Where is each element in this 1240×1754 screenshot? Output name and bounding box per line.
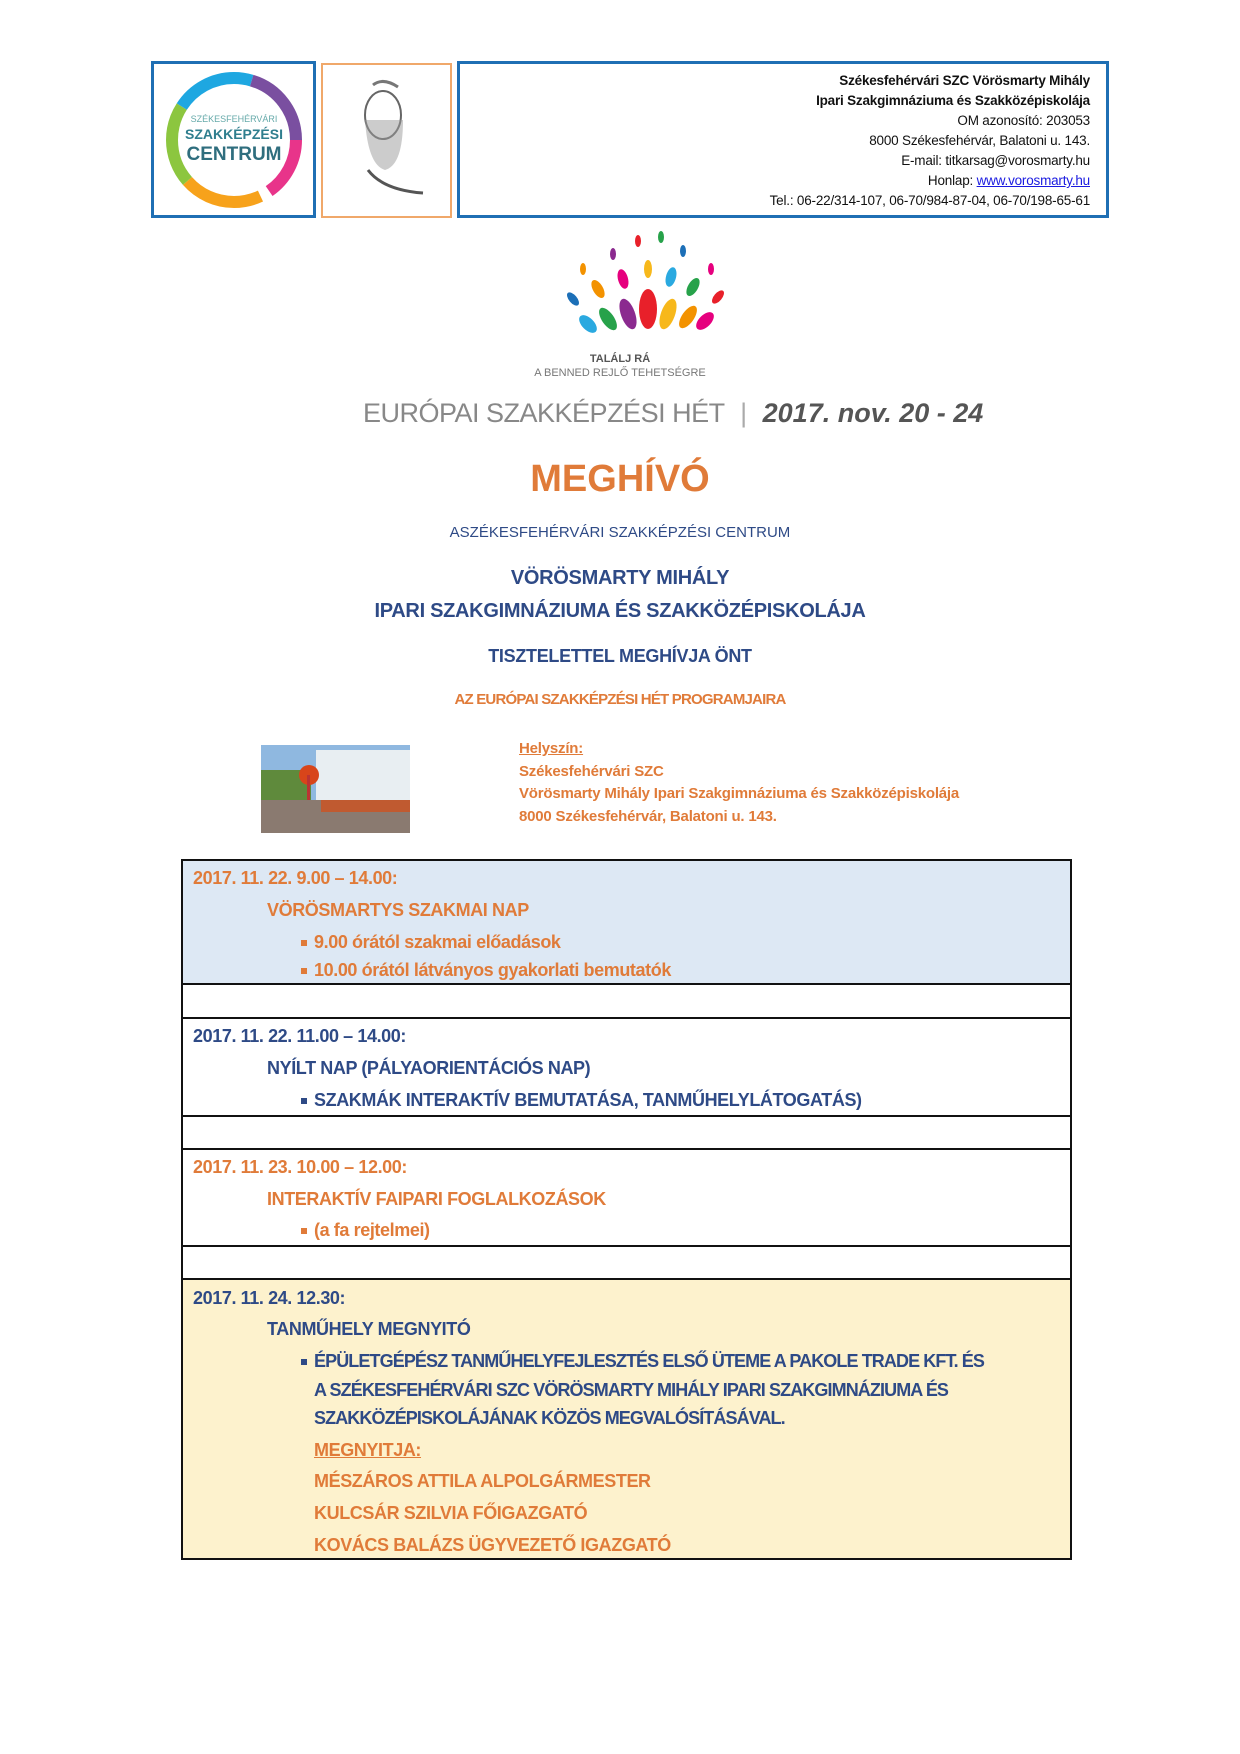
- svg-text:SZÉKESFEHÉRVÁRI: SZÉKESFEHÉRVÁRI: [190, 114, 278, 124]
- school-name-line2: Ipari Szakgimnáziuma és Szakközépiskolája: [816, 93, 1090, 108]
- program-row: [183, 861, 1070, 985]
- school-photo: [261, 745, 410, 833]
- invite-line1: ASZÉKESFEHÉRVÁRI SZAKKÉPZÉSI CENTRUM: [449, 524, 791, 541]
- program-row: [183, 1150, 1070, 1247]
- portrait-icon: [323, 65, 450, 216]
- program-row: [183, 1019, 1070, 1117]
- invite-line5: AZ EURÓPAI SZAKKÉPZÉSI HÉT PROGRAMJAIRA: [454, 691, 786, 708]
- openers-label: MEGNYITJA:: [314, 1440, 422, 1460]
- spacer-row: [183, 1117, 1070, 1150]
- program-date: 2017. 11. 23. 10.00 – 12.00:: [193, 1157, 407, 1177]
- opener: MÉSZÁROS ATTILA ALPOLGÁRMESTER: [314, 1471, 651, 1491]
- program-bullet: 10.00 órától látványos gyakorlati bemutatók: [314, 960, 671, 980]
- program-title: NYÍLT NAP (PÁLYAORIENTÁCIÓS NAP): [267, 1058, 591, 1078]
- address: 8000 Székesfehérvár, Balatoni u. 143.: [869, 133, 1090, 148]
- program-title: VÖRÖSMARTYS SZAKMAI NAP: [267, 900, 529, 920]
- opener: KULCSÁR SZILVIA FŐIGAZGATÓ: [314, 1503, 588, 1523]
- om-id: OM azonosító: 203053: [957, 113, 1090, 128]
- opener: KOVÁCS BALÁZS ÜGYVEZETŐ IGAZGATÓ: [314, 1535, 671, 1555]
- program-date: 2017. 11. 24. 12.30:: [193, 1288, 346, 1308]
- szc-logo-icon: [154, 64, 313, 215]
- program-table: [181, 859, 1072, 1560]
- program-bullet: 9.00 órától szakmai előadások: [314, 932, 561, 952]
- invite-title: MEGHÍVÓ: [530, 458, 710, 500]
- program-date: 2017. 11. 22. 9.00 – 14.00:: [193, 868, 398, 888]
- separator: |: [740, 398, 748, 428]
- program-title: TANMŰHELY MEGNYITÓ: [267, 1319, 471, 1339]
- event-week-dates: 2017. nov. 20 - 24: [762, 398, 984, 428]
- program-title: INTERAKTÍV FAIPARI FOGLALKOZÁSOK: [267, 1189, 606, 1209]
- svg-text:SZAKKÉPZÉSI: SZAKKÉPZÉSI: [184, 126, 284, 142]
- svg-text:CENTRUM: CENTRUM: [186, 144, 282, 165]
- slogan-line2: A BENNED REJLŐ TEHETSÉGRE: [534, 367, 706, 379]
- school-name-line1: Székesfehérvári SZC Vörösmarty Mihály: [839, 73, 1090, 88]
- program-bullet: (a fa rejtelmei): [314, 1220, 430, 1240]
- school-contact-box: [457, 61, 1109, 218]
- invite-line2: VÖRÖSMARTY MIHÁLY: [510, 567, 730, 589]
- portrait-vorosmarty: [321, 63, 452, 218]
- spacer-row: [183, 1247, 1070, 1280]
- phone: Tel.: 06-22/314-107, 06-70/984-87-04, 06-70/198-65-61: [769, 193, 1090, 208]
- leaves-logo-icon: [553, 229, 743, 359]
- email: E-mail: titkarsag@vorosmarty.hu: [901, 153, 1090, 168]
- program-bullet: ÉPÜLETGÉPÉSZ TANMŰHELYFEJLESZTÉS ELSŐ ÜTEME A PAKOLE TRADE KFT. ÉS: [314, 1351, 985, 1371]
- program-bullet-cont: SZAKKÖZÉPISKOLÁJÁNAK KÖZÖS MEGVALÓSÍTÁSÁVAL.: [314, 1408, 785, 1428]
- website: [928, 173, 1090, 188]
- program-date: 2017. 11. 22. 11.00 – 14.00:: [193, 1026, 407, 1046]
- program-bullet-cont: A SZÉKESFEHÉRVÁRI SZC VÖRÖSMARTY MIHÁLY IPARI SZAKGIMNÁZIUMA ÉS: [314, 1380, 949, 1400]
- slogan-line1: TALÁLJ RÁ: [589, 353, 651, 365]
- event-week-name: EURÓPAI SZAKKÉPZÉSI HÉT: [363, 398, 725, 428]
- szc-logo: [151, 61, 316, 218]
- location-line: Székesfehérvári SZC: [519, 763, 664, 780]
- event-week-banner: [363, 398, 983, 429]
- website-label: Honlap:: [927, 173, 977, 188]
- program-bullet: SZAKMÁK INTERAKTÍV BEMUTATÁSA, TANMŰHELYLÁTOGATÁS): [314, 1090, 862, 1110]
- location-label: Helyszín:: [519, 740, 584, 757]
- program-row: [183, 1280, 1070, 1558]
- spacer-row: [183, 985, 1070, 1019]
- invite-line3: IPARI SZAKGIMNÁZIUMA ÉS SZAKKÖZÉPISKOLÁJA: [374, 600, 866, 622]
- location-line: 8000 Székesfehérvár, Balatoni u. 143.: [519, 808, 777, 825]
- invite-line4: TISZTELETTEL MEGHÍVJA ÖNT: [488, 646, 752, 666]
- location-line: Vörösmarty Mihály Ipari Szakgimnáziuma és Szakközépiskolája: [519, 785, 960, 802]
- website-link[interactable]: www.vorosmarty.hu: [976, 173, 1090, 188]
